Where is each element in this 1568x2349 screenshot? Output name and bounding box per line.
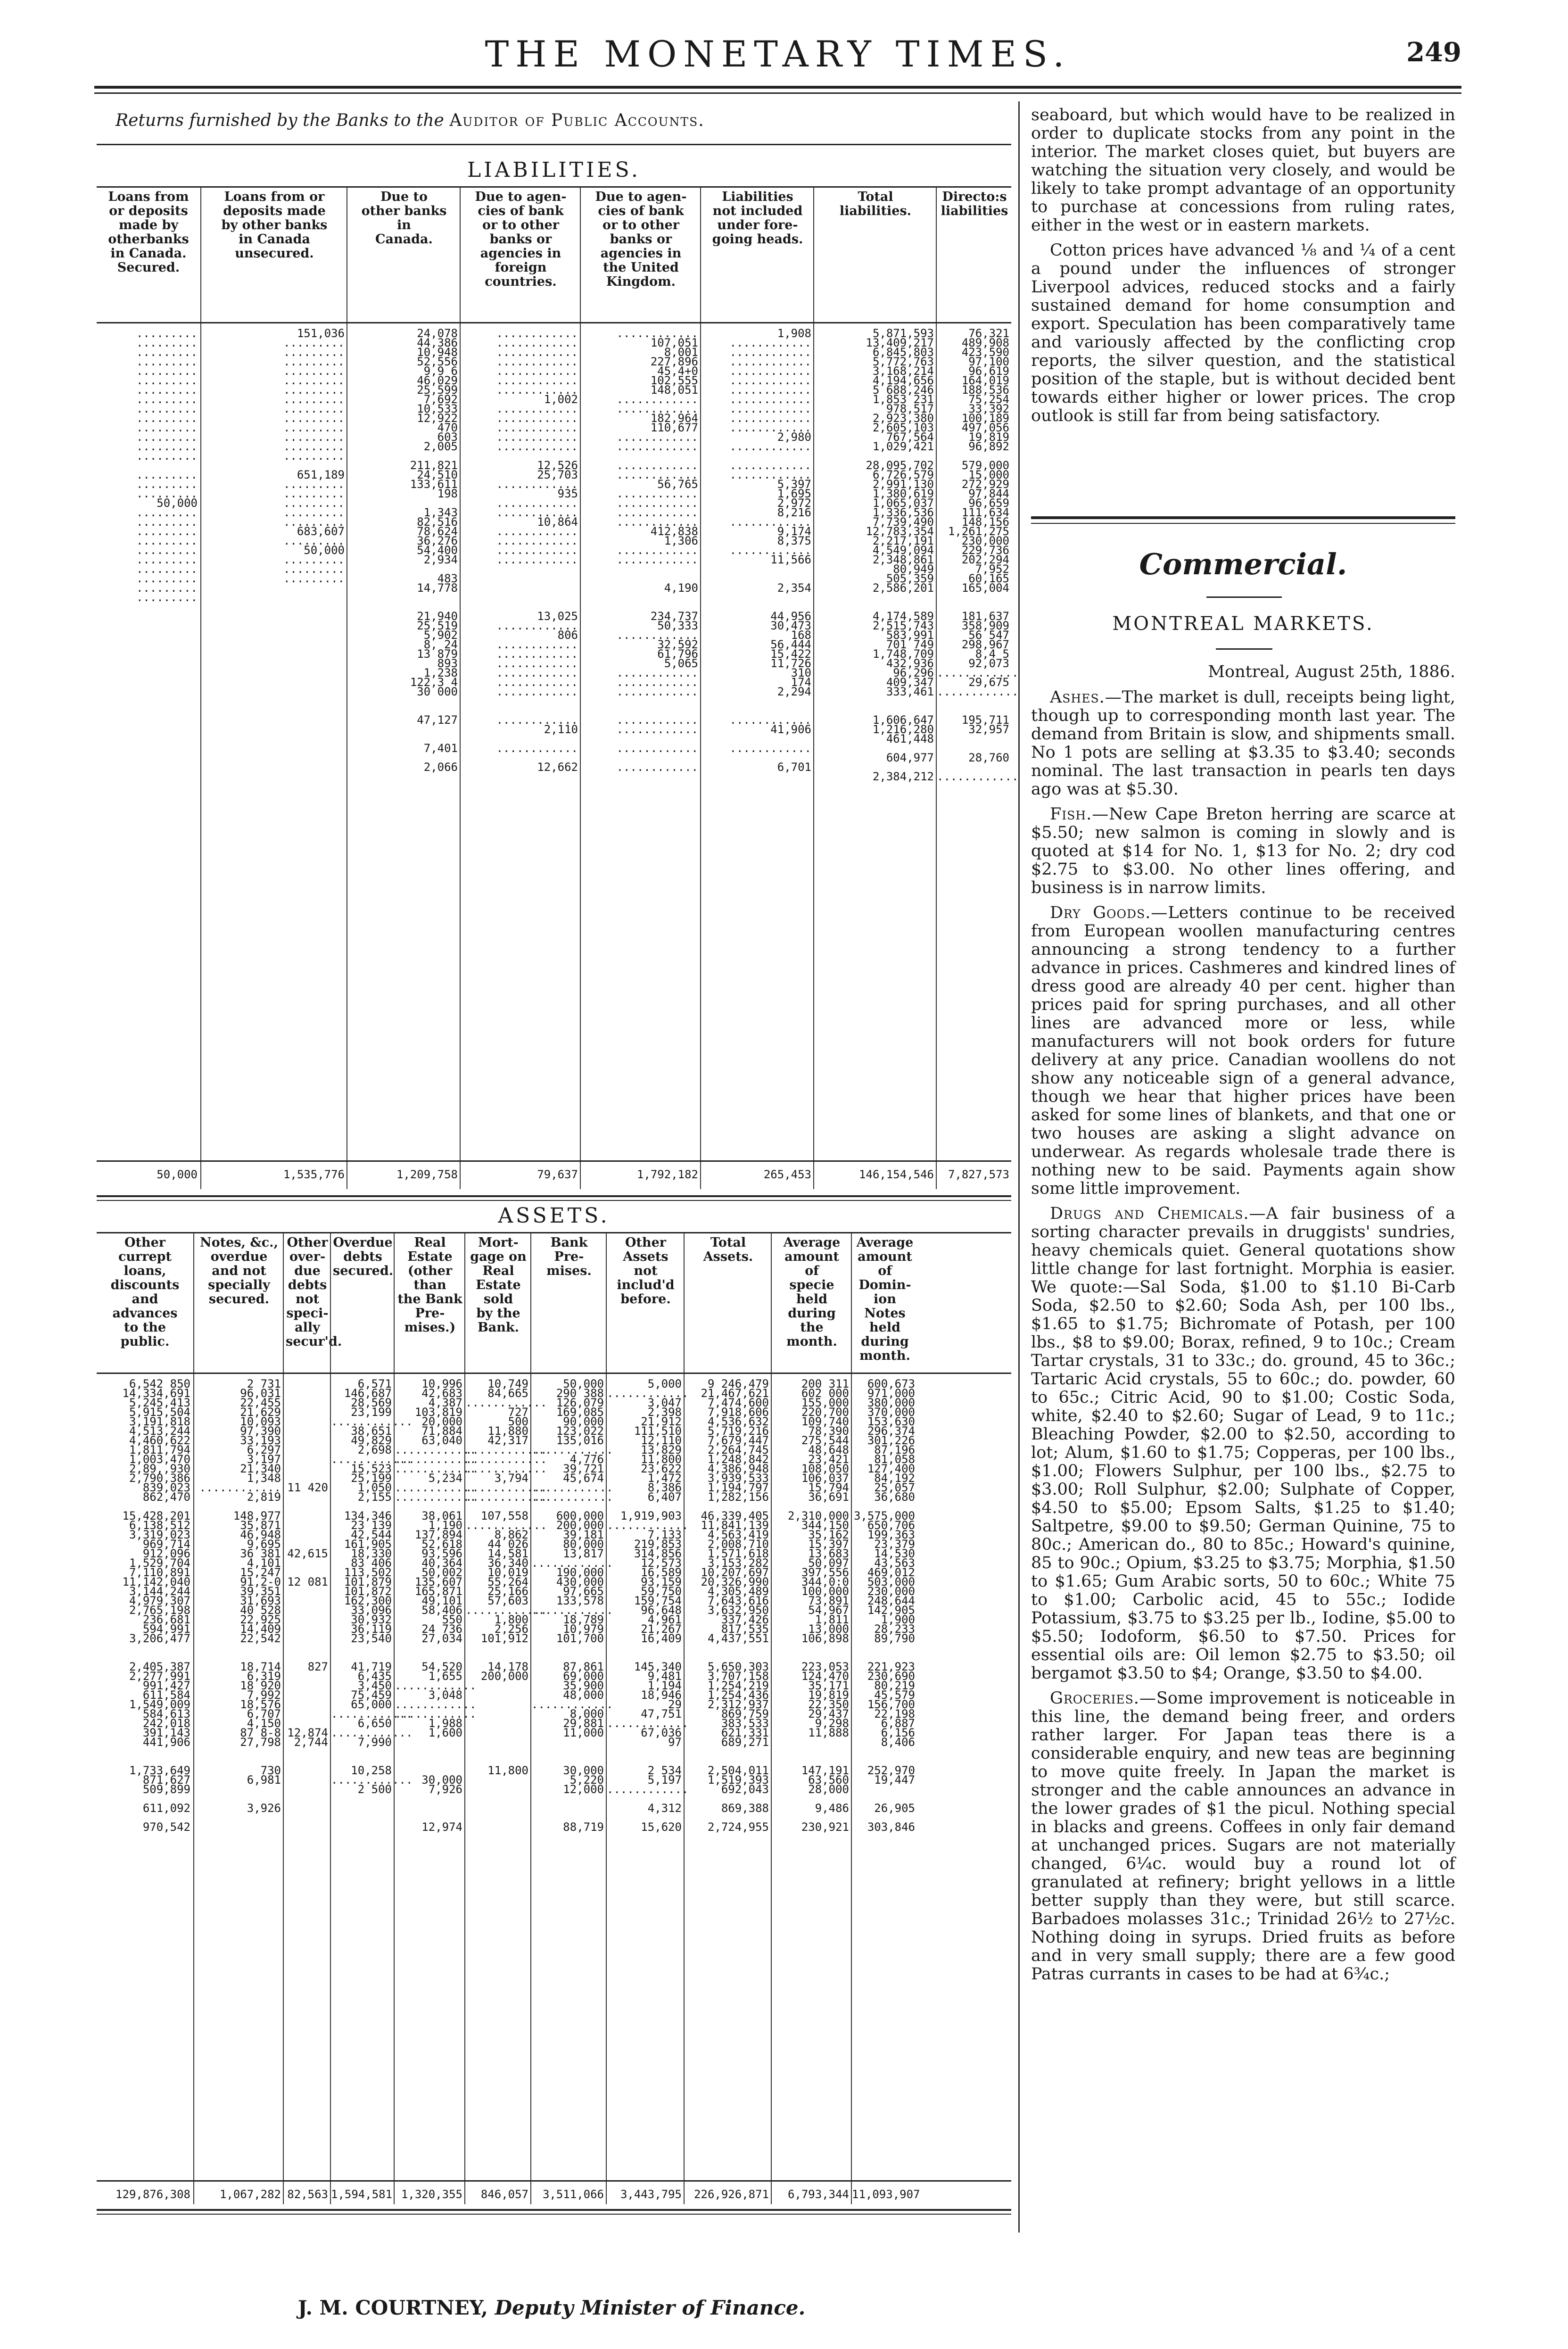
liabilities-column [97, 187, 200, 1189]
returns-heading-prefix: Returns furnished by the Banks to the [116, 111, 444, 130]
signature [94, 2296, 1009, 2319]
liabilities-column-header: Directo:s liabilities [941, 190, 1008, 218]
section-rule [1031, 523, 1455, 524]
liabilities-column-header: Total liabilities. [839, 190, 912, 218]
assets-column-values: 600,673 971,000 380,000 370,000 153,630 296,374 301,226 87,196 81,058 127,400 84,192 25,057 36,680 3,575,000 650,706 199,363 23,379 14,530 43,563 469,012 503,000 230,000 248,644 142,905 1,900 28,233 89,790 221,923 230,690 80,219 45,579 156,700 22,198 6,887 6,156 8,406 252,970 19,447 26,905 303,846 [853, 1377, 915, 1834]
paragraph-lead: Groceries.— [1050, 1689, 1156, 1708]
assets-column-values: 10,749 84,665 ............ 727 500 11,880 42,317 ............ ............ ............ 3,794 ............ ............ 107,558 ............ 8,862 44 026 14,581 36,340 10,019 55,264 25,166 57,603 ............ 1,800 2,256 101,912 14,178 200,000 11,800 [465, 1377, 547, 1777]
liabilities-column-header: Loans from or deposits made by otherbanks in Canada. Secured. [108, 190, 189, 275]
liabilities-column [200, 187, 347, 1189]
liabilities-column [580, 187, 701, 1189]
liabilities-column [700, 187, 814, 1189]
liabilities-column-values: ............ ............ ............ ............ ............ ............ ............ 1,002 ............ ............ ............ ............ ............ 12,526 25,703 ............ 935 ............ ............ 10,864 ............ ............ ............ ............ 13,025 ............ 806 ............ ............ ............ ............ ............ ............ ............ 2,110 ............ 12,662 [496, 327, 578, 774]
assets-column-header: Mort- gage on Real Estate sold by the Bank. [470, 1235, 527, 1335]
assets-column-total: 11,093,907 [852, 2188, 920, 2201]
returns-heading [116, 111, 705, 130]
assets-column-header: Overdue debts secured. [333, 1235, 394, 1278]
divider [97, 2180, 1011, 2182]
short-rule [1216, 648, 1272, 650]
assets-column-total: 6,793,344 [787, 2188, 849, 2201]
market-paragraph [1031, 904, 1455, 1198]
masthead [94, 28, 1461, 80]
paragraph-body: Letters continue to be received from European woollen manufacturing centres announcing a strong tendency to a further advance in prices. Cashmeres and kindred lines of dress good are already 40 per cent. higher than prices paid for spring purchases, and all other lines are advanced more or less, while manufacturers will not book orders for future delivery at any price. Canadian woollens do not show any noticeable sign of a general advance, though we hear that higher prices have been asked for some lines of blankets, and that one or two houses are asking a slight advance on underwear. As regards wholesale trade there is nothing new to be said. Payments again show some little improvement. [1031, 903, 1455, 1198]
cotton-paragraph: Cotton prices have advanced ⅛ and ¼ of a cent a pound under the influences of stronger Liverpool advices, reduced stocks and a fairly sustained demand for home consumption and export. Speculation has been comparatively tame and variously affected by the conflicting crop reports, the silver question, and the statistical position of the staple, but is without decided bent towards either higher or lower prices. The crop outlook is still far from being satisfactory. [1031, 241, 1455, 425]
assets-column-total: 129,876,308 [116, 2188, 190, 2201]
liabilities-column-values: 76,321 489,908 423,590 97,100 96,619 164,019 188,536 75,254 33,392 100,189 497,056 19,819 96,892 579,000 15,000 272,929 97,844 96,659 111,634 148,156 1,261,275 230,000 229,736 202,294 7,952 60,165 165,004 181,637 358,909 56 547 298,967 8,4 5 92,073 ............ 29,675 ............ 195,711 32,957 28,760 ............ [937, 327, 1019, 783]
assets-column-total: 846,057 [480, 2188, 528, 2201]
assets-table [97, 1233, 1011, 2204]
paragraph-body: The market is dull, receipts being light, though up to corresponding month last year. The demand from Britain is slow, and shipments small. No 1 pots are selling at $3.35 to $3.40; seconds nominal. The last transaction in pearls ten days ago was at $5.30. [1031, 688, 1455, 799]
page-number: 249 [1406, 37, 1461, 68]
liabilities-column-total: 50,000 [157, 1168, 198, 1181]
assets-column-values: 10,996 42,683 4,387 103,819 20,000 71,884 63,040 ............ ............ ............ 5,234 ............ ............ 38,061 1,190 137,894 52,618 93,596 40,364 50,002 135,607 165,871 49,101 58,406 550 24 736 27,034 54,520 1,655 ............ 3,048 ............ ............ 1,988 1,600 30,000 7,926 12,974 [395, 1377, 477, 1834]
liabilities-column-values: 5,871,593 13,409,217 6,845,803 5,772,763 3,168,214 4,194,656 5 688,246 1,853 231 978,517 2,923,380 2,605,103 767,564 1,029,421 28,095,702 6,726,579 2,991,130 1,380,619 1,065,037 1,336,536 7,739,490 12,783,354 2,217,191 4,549,094 2,348,861 80,949 505,359 2,586,201 4,174,589 2,515,743 583,991 701 749 1,748,709 432,936 96,296 409,347 333,461 1,606,647 1,216,280 461,448 604,977 2,384,212 [866, 327, 934, 783]
assets-column-header: Real Estate (other than the Bank Pre- mises.) [397, 1235, 462, 1335]
intro-paragraph: seaboard, but which would have to be realized in order to duplicate stocks from any point in the interior. The market closes quiet, but buyers are watching the situation very closely, and would be likely to take prompt advantage of an opportunity to purchase at concessions from ruling rates, either in the west or in eastern markets. [1031, 106, 1455, 235]
assets-column-values: 11 420 42,615 12 081 827 12,874 2,744 [287, 1481, 328, 1749]
liabilities-column-values: 1,908 ............ ............ ............ ............ ............ ............ ............ ............ ............ ............ 2,980 ............ ............ ............ 5,397 1,695 2,972 8,216 ............ 9,174 8,375 ............ 11,566 2,354 44,956 30,473 168 56,444 15,422 11,726 310 174 2,294 ............ 41,906 ............ 6,701 [729, 327, 811, 774]
liabilities-column-header: Due to agen- cies of bank or to other banks or agencies in the United Kingdom. [595, 190, 687, 289]
signature-name: J. M. COURTNEY, [297, 2296, 488, 2319]
liabilities-column-header: Due to other banks in Canada. [361, 190, 447, 247]
assets-column-total: 226,926,871 [694, 2188, 769, 2201]
liabilities-column-total: 146,154,546 [859, 1168, 934, 1181]
divider [97, 144, 1011, 145]
liabilities-column-values: ............ 107,051 8,001 227,896 45,4+0 102,555 148,051 ............ ............ 182,964 110,677 ............ ............ ............ ............ 56,765 ............ ............ ............ ............ 412,838 1,306 ............ ............ 4,190 234,737 50,333 ............ 32,592 61,796 5,065 ............ ............ ............ ............ ............ ............ ............ [616, 327, 698, 774]
market-paragraphs [1031, 688, 1455, 1990]
liabilities-column [813, 187, 937, 1189]
paragraph-lead: Dry Goods.— [1050, 903, 1168, 922]
liabilities-column-header: Liabilities not included under fore- going heads. [712, 190, 803, 247]
assets-column [530, 1233, 613, 2204]
liabilities-column-values: 24,078 44,386 10,948 52,556 9,9 6 46,029 25,599 7,692 10,533 12,922 470 603 2,005 211,821 24,510 133,611 198 1,343 82,516 78,624 36,276 54,400 2,934 483 14,778 21,940 25,519 5,902 8, 24 13 879 893 1,238 122,3 4 30 000 47,127 7,401 2,066 [410, 327, 458, 774]
assets-column-header: Other over- due debts not speci- ally secur'd. [286, 1235, 342, 1349]
liabilities-column-values: 151,036 ......... ......... ......... ......... ......... ......... ......... ......... ......... ......... ......... ......... ......... 651,189 ......... ......... ......... ......... ......... 683,607 ......... 50,000 ......... ......... ......... [283, 327, 345, 585]
liabilities-column [347, 187, 461, 1189]
market-paragraph [1031, 805, 1455, 897]
assets-column-values: 200 311 602 000 155,000 220,700 109,740 78,390 275,544 48,648 23,421 108,050 106,037 15,794 36,691 2,310,000 344,150 35,162 15,397 13,683 50,097 397,556 344,0:0 100,000 73,891 54,967 1,811 13,000 106,898 223,053 124,470 35,171 19,819 22,350 29,437 9,298 11,888 147,191 63,560 28,000 9,486 230,921 [787, 1377, 849, 1834]
divider [97, 1195, 1011, 1201]
market-report-column [1018, 101, 1463, 2233]
liabilities-column-header: Loans from or deposits made by other banks in Canada unsecured. [221, 190, 328, 261]
liabilities-column-total: 1,792,182 [636, 1168, 698, 1181]
paragraph-body: A fair business of a sorting character prevails in druggists' sundries, heavy chemicals quiet. General quotations show little change for last fortnight. Morphia is easier. We quote:—Sal Soda, $1.00 to $1.10 Bi-Carb Soda, $2.50 to $2.60; Soda Ash, per 100 lbs., $1.65 to $1.75; Bichromate of Potash, per 100 lbs., $8 to $9.00; Borax, refined, 9 to 10c.; Cream Tartar crystals, 31 to 33c.; do. ground, 45 to 36c.; Tartaric Acid crystals, 55 to 60c.; do. powder, 60 to 65c.; Citric Acid, 90 to $1.00; Costic Soda, white, $2.40 to $2.60; Sugar of Lead, 9 to 11c.; Bleaching Powder, $2.00 to $2.50, according to lot; Alum, $1.60 to $1.75; Copperas, per 100 lbs., $1.00; Flowers Sulphur, per 100 lbs., $2.75 to $3.00; Roll Sulphur, $2.00; Sulphate of Copper, $4.50 to $5.00; Epsom Salts, $1.25 to $1.40; Saltpetre, $9.00 to $9.50; German Quinine, 75 to 80c.; American do., 80 to 85c.; Howard's quinine, 85 to 90c.; Opium, $3.25 to $3.75; Morphia, $1.50 to $1.65; Gum Arabic sorts, 50 to 60c.; White 75 to $1.00; Carbolic acid, 45 to 55c.; Iodide Potassium, $3.75 to $3.25 per lb., Iodine, $5.00 to $5.50; Iodoform, $6.50 to $7.50. Prices for essential oils are: Oil lemon $2.75 to $3.50; oil bergamot $3.50 to $4; Orange, $3.50 to $4.00. [1031, 1204, 1455, 1683]
liabilities-column-total: 265,453 [763, 1168, 811, 1181]
commercial-heading: Commercial. [1139, 547, 1347, 581]
assets-column-total: 3,443,795 [620, 2188, 682, 2201]
assets-column-values: 6,571 146,687 28,569 23,199 ............ 38,651 49,829 2,698 ............ 15,523 25,199 1,050 2,155 134,346 23 139 42,544 161,905 18,330 83 406 113,502 101,879 101,872 162,300 33,096 30,932 36,119 23,540 41,719 6,435 3,450 75,459 65,000 ............ 6,650 ............ 7,990 10,258 ............ 2 500 [331, 1377, 413, 1796]
liabilities-column-total: 1,209,758 [396, 1168, 458, 1181]
paragraph-body: New Cape Breton herring are scarce at $5.50; new salmon is coming in slowly and is quoted at $14 for No. 1, $13 for No. 2; dry cod $2.75 to $3.00. No other lines offering, and business is in narrow limits. [1031, 805, 1455, 897]
assets-column-header: Average amount of specie held during the month. [783, 1235, 841, 1349]
assets-column-header: Total Assets. [703, 1235, 753, 1264]
signature-title: Deputy Minister of Finance. [495, 2296, 806, 2319]
assets-column [330, 1233, 413, 2204]
liabilities-column-total: 7,827,573 [948, 1168, 1009, 1181]
market-paragraph [1031, 1205, 1455, 1683]
returns-heading-office: Auditor of Public Accounts. [449, 111, 705, 130]
divider [97, 1373, 1011, 1374]
assets-column-values: 50,000 290 388 126,079 169,085 90,000 123,022 135,016 ............ 4,776 39,721 45,674 ............ ............ 600,000 200,000 39,181 80,000 13,817 ............ 190,000 430,000 97,665 133,578 ............ 18,789 10,979 101,700 87,861 69,000 35,900 48,000 ............ 8,000 29,881 11,000 30,000 5,220 12,000 88,719 [531, 1377, 613, 1834]
assets-column-header: Bank Pre- mises. [546, 1235, 592, 1278]
bank-returns-table [97, 101, 1019, 2233]
masthead-title: THE MONETARY TIMES. [485, 33, 1071, 75]
assets-column-total: 3,511,066 [542, 2188, 604, 2201]
assets-column-values: 9 246,479 21,467,621 7,474,600 7,918,606 4,536,632 5,719,216 7,679,447 2,264,745 1,248,842 4,386,948 3,939,533 1,194,797 1,282,156 46,339,405 11,841,139 4,563,419 2,008,710 1,571,618 3,153,282 10,207,697 20,326,990 4,305,489 7,643,616 3,632,950 337,426 817,535 4,437,551 5,650,303 3,707,158 1,254,219 1,254,436 2,312,937 869,759 383,533 621,331 689,271 2,504,011 1,519,393 692,043 869,388 2,724,955 [701, 1377, 769, 1834]
assets-column [283, 1233, 342, 2204]
divider [97, 1160, 1011, 1162]
paragraph-body: Some improvement is noticeable in this line, the demand being freer, and orders rather larger. For Japan teas there is a considerable enquiry, and new teas are beginning to move quite freely. In Japan the market is stronger and the cable announces an advance in the lower grades of $1 the picul. Nothing special in blacks and greens. Coffees in only fair demand at unchanged prices. Sugars are not materially changed, 6¼c. would buy a round lot of granulated at refinery; bright yellows in a little better supply than they were, but still scarce. Barbadoes molasses 31c.; Trinidad 26½ to 27½c. Nothing doing in syrups. Dried fruits as before and in very small supply; there are a few good Patras currants in cases to be had at 6¾c.; [1031, 1689, 1455, 1984]
assets-column-header: Other currept loans, discounts and advances to the public. [110, 1235, 180, 1349]
market-paragraph [1031, 688, 1455, 799]
paragraph-lead: Fish.— [1050, 805, 1109, 824]
divider [97, 2209, 1011, 2215]
assets-column [394, 1233, 477, 2204]
paragraph-lead: Drugs and Chemicals.— [1050, 1204, 1266, 1223]
liabilities-column [460, 187, 581, 1189]
assets-column [606, 1233, 689, 2204]
assets-column-total: 1,067,282 [219, 2188, 281, 2201]
divider [97, 322, 1011, 323]
assets-column [684, 1233, 772, 2204]
liabilities-column-values: ......... ......... ......... ......... ......... ......... ......... ......... ......... ......... ......... ......... ......... ......... ......... ......... ......... 50,000 ......... ......... ......... ......... ......... ......... ......... ......... ......... ......... [136, 327, 198, 604]
masthead-rule [94, 86, 1461, 94]
liabilities-column-header: Due to agen- cies of bank or to other banks or agencies in foreign countries. [475, 190, 567, 289]
assets-title: ASSETS. [498, 1204, 610, 1228]
assets-column-values: 2 731 96,031 22,455 21,629 10,093 97,390 33,193 6,297 3,197 21,340 1,348 ............ 2,819 148,977 35,871 46,948 9,695 36 381 4,101 15,247 91,2-0 39,351 31,693 40 528 22,925 14,409 22,542 18,714 6,319 18 920 7,992 18,576 6,707 4,150 87 8-8 27,798 730 6,981 3,926 [199, 1377, 281, 1815]
assets-column-values: 6,542 850 14,334,691 5,245,413 5,915,504 3,191,818 4,513,244 4,460,622 1,811,794 1,003,470 2,89,,930 2,790,386 839,023 862,470 15,428,201 6,138,512 3,319,023 969,714 912,096 1,529,704 7,110,891 11,142,040 3,144,244 4,979,307 2,765,198 236,681 594,991 3,206,477 2,405,387 2,277,991 991,427 611,584 1,549,009 584,613 242,018 391,143 441,906 1,733,649 871,627 509,899 611,092 970,542 [122, 1377, 190, 1834]
market-paragraph [1031, 1689, 1455, 1984]
liabilities-title: LIABILITIES. [467, 158, 641, 182]
article-intro [1031, 106, 1455, 432]
assets-column [851, 1233, 918, 2204]
assets-column-header: Average amount of Domin- ion Notes held during month. [856, 1235, 914, 1363]
liabilities-column [936, 187, 1019, 1189]
assets-column [97, 1233, 193, 2204]
assets-column-header: Other Assets not includ'd before. [617, 1235, 675, 1307]
assets-column [771, 1233, 852, 2204]
paragraph-lead: Ashes.— [1050, 688, 1122, 707]
montreal-markets-heading: MONTREAL MARKETS. [1112, 613, 1374, 635]
assets-column-header: Notes, &c., overdue and not specially secured. [200, 1235, 278, 1307]
assets-column [464, 1233, 547, 2204]
dateline: Montreal, August 25th, 1886. [1208, 662, 1455, 681]
assets-column-total: 1,594,581 [331, 2188, 393, 2201]
liabilities-column-total: 79,637 [537, 1168, 578, 1181]
assets-column [193, 1233, 284, 2204]
liabilities-column-total: 1,535,776 [283, 1168, 345, 1181]
assets-column-total: 1,320,355 [401, 2188, 462, 2201]
assets-column-values: 5,000 ............ 3,047 2,398 21,912 111,510 12,110 13,829 11,800 23,622 1,472 8,386 6,407 1,919,903 ............ 7,133 219,853 314,856 12,573 16,589 93,159 59,750 159,754 96,648 4,961 21,267 16,409 145,340 9,481 1,194 18,946 29 47,751 ............ 67,036 97 2 534 5,197 ............ 4,312 15,620 [607, 1377, 689, 1834]
short-rule [1206, 596, 1282, 598]
section-rule [1031, 516, 1455, 519]
assets-column-total: 82,563 [287, 2188, 328, 2201]
liabilities-table [97, 187, 1019, 1189]
